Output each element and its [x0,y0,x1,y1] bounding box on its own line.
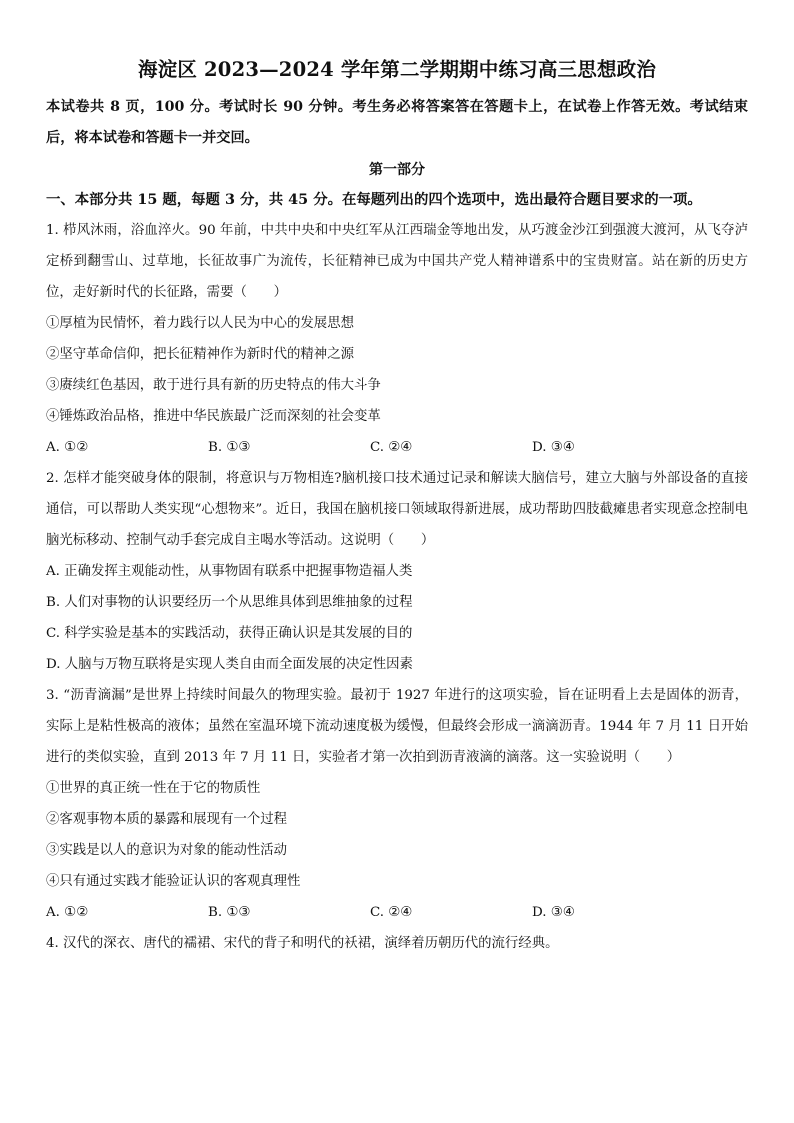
statement-item: ④锤炼政治品格，推进中华民族最广泛而深刻的社会变革 [46,409,381,424]
statement-item: ④只有通过实践才能验证认识的客观真理性 [46,874,301,889]
question-2 [46,463,748,680]
choice-a: A. ①② [46,440,89,455]
choice-a: A. ①② [46,905,89,920]
answer-choices [46,432,748,463]
choice-b: B. ①③ [208,440,251,455]
question-1 [46,215,748,463]
choice-b: B. ①③ [208,905,251,920]
option-c: C. 科学实验是基本的实践活动，获得正确认识是其发展的目的 [46,626,413,641]
answer-choices [46,897,748,928]
question-4 [46,928,748,959]
option-a: A. 正确发挥主观能动性，从事物固有联系中把握事物造福人类 [46,564,413,579]
option-d: D. 人脑与万物互联将是实现人类自由而全面发展的决定性因素 [46,657,413,672]
choice-c: C. ②④ [370,440,413,455]
exam-title: 海淀区 2023—2024 学年第二学期期中练习高三思想政治 [137,58,657,81]
statement-item: ①世界的真正统一性在于它的物质性 [46,781,261,796]
question-stem: 4. 汉代的深衣、唐代的襦裙、宋代的背子和明代的袄裙，演绎着历朝历代的流行经典。 [46,936,559,951]
option-b: B. 人们对事物的认识要经历一个从思维具体到思维抽象的过程 [46,595,413,610]
exam-notice: 本试卷共 8 页，100 分。考试时长 90 分钟。考生务必将答案答在答题卡上，在试卷上作答无效。考试结束后，将本试卷和答题卡一并交回。 [46,99,748,146]
section-intro: 一、本部分共 15 题，每题 3 分，共 45 分。在每题列出的四个选项中，选出最符合题目要求的一项。 [46,191,702,208]
choice-c: C. ②④ [370,905,413,920]
question-stem: 1. 栉风沐雨，浴血淬火。90 年前，中共中央和中央红军从江西瑞金等地出发，从巧渡金沙江到强渡大渡河，从飞夺泸定桥到翻雪山、过草地，长征故事广为流传，长征精神已成为中国共产党人精神谱系中的宝贵财富。站在新的历史方位，走好新时代的长征路，需要（ ） [46,223,748,300]
question-3 [46,680,748,928]
part-label: 第一部分 [369,162,425,178]
statement-item: ③赓续红色基因，敢于进行具有新的历史特点的伟大斗争 [46,378,381,393]
question-stem: 3. “沥青滴漏”是世界上持续时间最久的物理实验。最初于 1927 年进行的这项实验，旨在证明看上去是固体的沥青，实际上是粘性极高的液体；虽然在室温环境下流动速度极为缓慢，但最终会形成一滴滴沥青。1944 年 7 月 11 日开始进行的类似实验，直到 2013 年 7 月 11 日，实验者才第一次拍到沥青液滴的滴落。这一实验说明（ ） [46,688,748,765]
choice-d: D. ③④ [532,905,575,920]
choice-d: D. ③④ [532,440,575,455]
statement-item: ③实践是以人的意识为对象的能动性活动 [46,843,288,858]
statement-item: ②坚守革命信仰，把长征精神作为新时代的精神之源 [46,347,354,362]
question-stem: 2. 怎样才能突破身体的限制，将意识与万物相连?脑机接口技术通过记录和解读大脑信号，建立大脑与外部设备的直接通信，可以帮助人类实现“心想物来”。近日，我国在脑机接口领域取得新进展，成功帮助四肢截瘫患者实现意念控制电脑光标移动、控制气动手套完成自主喝水等活动。这说明（ ） [46,471,748,548]
statement-item: ②客观事物本质的暴露和展现有一个过程 [46,812,288,827]
statement-item: ①厚植为民情怀，着力践行以人民为中心的发展思想 [46,316,354,331]
